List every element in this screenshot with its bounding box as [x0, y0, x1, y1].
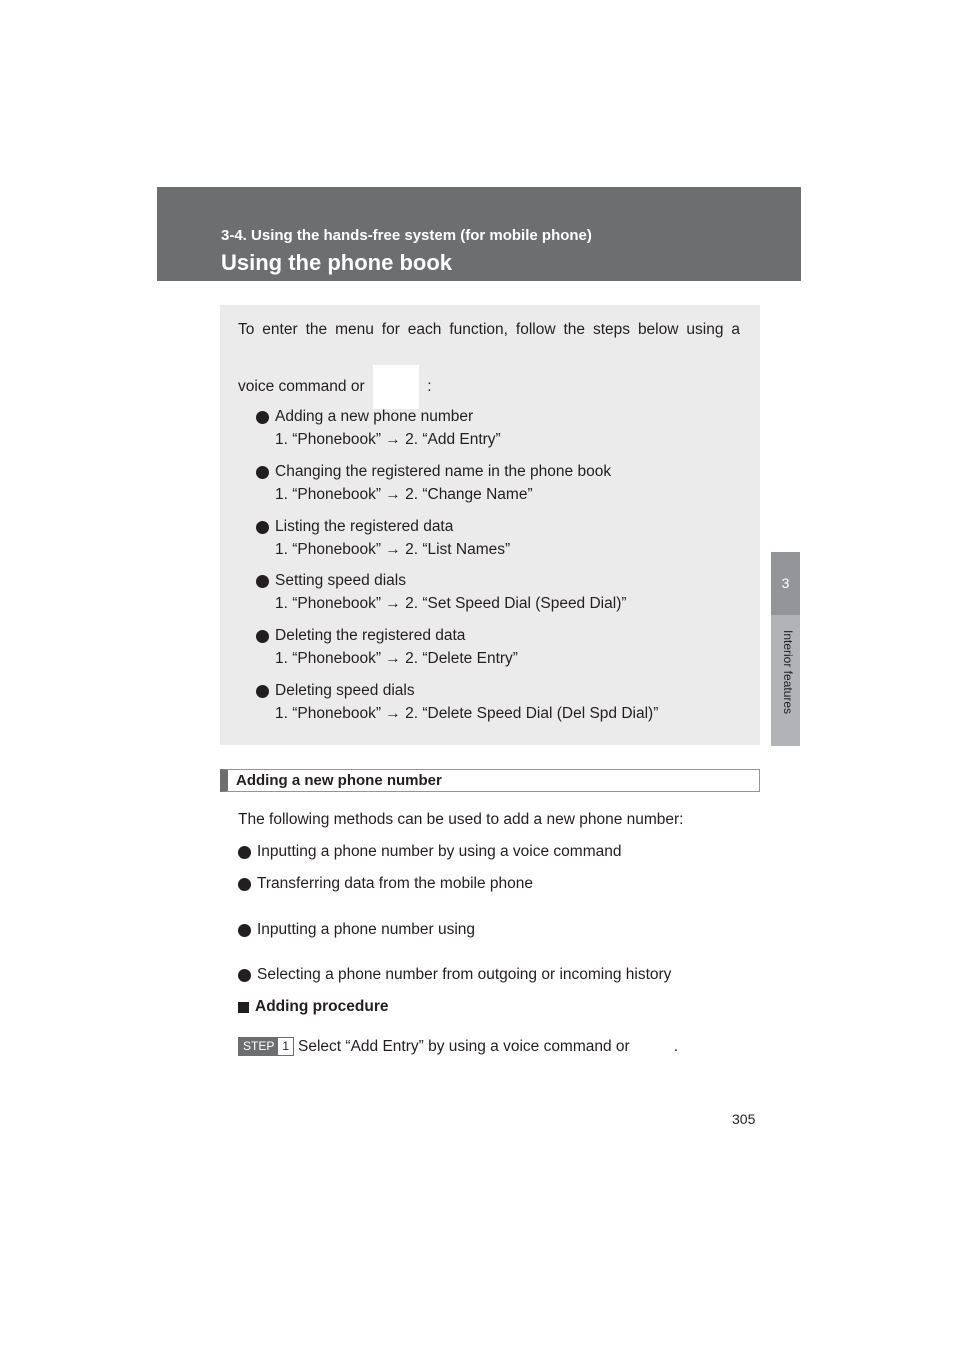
chapter-number: 3: [771, 552, 800, 615]
step-number: 1: [282, 1039, 290, 1053]
procedure-heading-text: Adding procedure: [255, 998, 389, 1015]
method-item: [238, 966, 671, 984]
bullet-icon: [256, 466, 269, 479]
method-item: [238, 921, 475, 939]
bullet-icon: [238, 878, 251, 891]
function-item: [256, 627, 518, 668]
step-text: Select “Add Entry” by using a voice command or: [298, 1037, 630, 1055]
function-path: 1. “Phonebook” → 2. “Change Name”: [275, 486, 533, 503]
function-title: Listing the registered data: [275, 518, 454, 535]
step-row: [238, 1037, 678, 1056]
bullet-icon: [256, 411, 269, 424]
function-path: 1. “Phonebook” → 2. “Delete Speed Dial (Del Spd Dial)”: [275, 705, 659, 722]
step-end: .: [673, 1037, 679, 1055]
method-item: [238, 843, 621, 861]
intro-line-2: [238, 365, 432, 409]
step-label: STEP: [239, 1038, 278, 1055]
intro-line-2-end: :: [427, 378, 432, 396]
function-item: [256, 572, 627, 613]
function-title: Deleting speed dials: [275, 682, 415, 699]
bullet-icon: [256, 521, 269, 534]
function-item: [256, 682, 658, 723]
procedure-heading: [238, 998, 388, 1016]
function-path: 1. “Phonebook” → 2. “List Names”: [275, 541, 511, 558]
function-title: Setting speed dials: [275, 572, 406, 589]
bullet-icon: [256, 630, 269, 643]
intro-panel: [220, 305, 760, 745]
function-item: [256, 408, 501, 449]
method-text: Inputting a phone number by using a voice command: [257, 843, 622, 860]
bullet-icon: [256, 685, 269, 698]
page-number: 305: [732, 1111, 756, 1127]
method-item: [238, 875, 533, 893]
bullet-icon: [256, 575, 269, 588]
intro-line-2-text: voice command or: [238, 378, 365, 396]
bullet-icon: [238, 969, 251, 982]
intro-line-1: To enter the menu for each function, follow the steps below using a: [238, 321, 740, 338]
square-bullet-icon: [238, 1002, 249, 1013]
function-path: 1. “Phonebook” → 2. “Delete Entry”: [275, 650, 518, 667]
function-path: 1. “Phonebook” → 2. “Set Speed Dial (Speed Dial)”: [275, 595, 627, 612]
step-badge: [238, 1037, 294, 1056]
function-path: 1. “Phonebook” → 2. “Add Entry”: [275, 431, 501, 448]
bullet-icon: [238, 846, 251, 859]
chapter-label: Interior features: [781, 630, 795, 715]
subsection-heading: Adding a new phone number: [220, 769, 760, 792]
function-title: Changing the registered name in the phone book: [275, 463, 612, 480]
function-title: Adding a new phone number: [275, 408, 474, 425]
lead-paragraph: The following methods can be used to add a new phone number:: [238, 811, 684, 828]
section-label: 3-4. Using the hands-free system (for mobile phone): [221, 227, 592, 244]
method-text: Selecting a phone number from outgoing or incoming history: [257, 966, 672, 983]
page-title: Using the phone book: [221, 250, 452, 275]
function-item: [256, 463, 611, 504]
chapter-side-tab: [771, 552, 800, 746]
method-text: Inputting a phone number using: [257, 921, 476, 938]
chapter-header: [157, 187, 801, 281]
bullet-icon: [238, 924, 251, 937]
function-item: [256, 518, 510, 559]
function-title: Deleting the registered data: [275, 627, 466, 644]
talk-button-icon: [373, 365, 419, 409]
method-text: Transferring data from the mobile phone: [257, 875, 533, 892]
